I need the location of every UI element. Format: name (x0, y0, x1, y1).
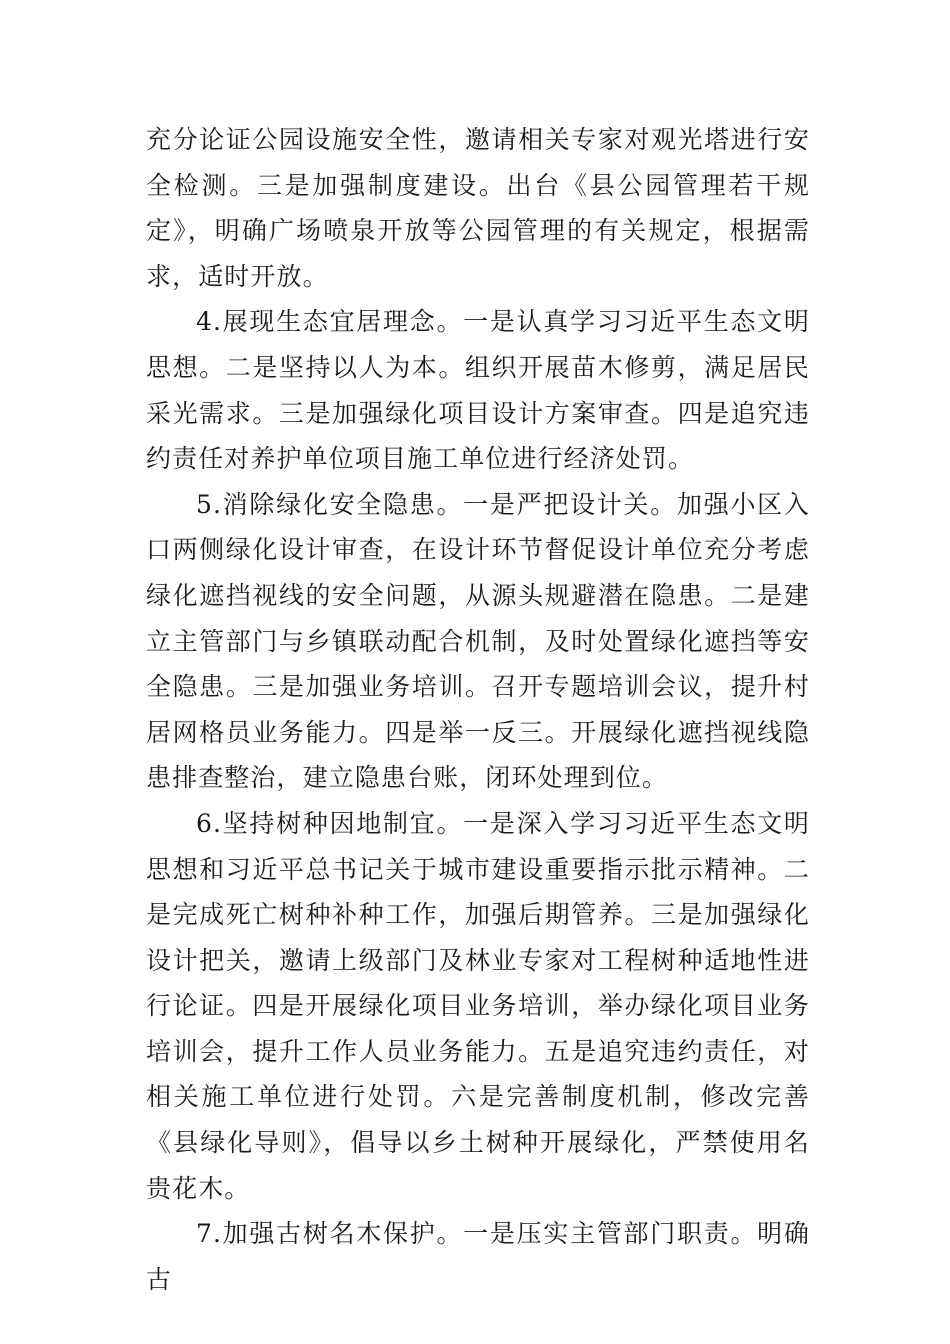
paragraph-continuation: 充分论证公园设施安全性，邀请相关专家对观光塔进行安全检测。三是加强制度建设。出台《县公园管理若干规定》，明确广场喷泉开放等公园管理的有关规定，根据需求，适时开放。 (146, 125, 810, 291)
paragraph-item-4: 4.展现生态宜居理念。一是认真学习习近平生态文明思想。二是坚持以人为本。组织开展苗木修剪，满足居民采光需求。三是加强绿化项目设计方案审查。四是追究违约责任对养护单位项目施工单位进行经济处罚。 (146, 307, 810, 474)
paragraph-item-5: 5.消除绿化安全隐患。一是严把设计关。加强小区入口两侧绿化设计审查，在设计环节督促设计单位充分考虑绿化遮挡视线的安全问题，从源头规避潜在隐患。二是建立主管部门与乡镇联动配合机制，及时处置绿化遮挡等安全隐患。三是加强业务培训。召开专题培训会议，提升村居网格员业务能力。四是举一反三。开展绿化遮挡视线隐患排查整治，建立隐患台账，闭环处理到位。 (146, 489, 810, 793)
paragraph-item-7: 7.加强古树名木保护。一是压实主管部门职责。明确古 (146, 1219, 810, 1294)
paragraph-item-6: 6.坚持树种因地制宜。一是深入学习习近平生态文明思想和习近平总书记关于城市建设重要指示批示精神。二是完成死亡树种补种工作，加强后期管养。三是加强绿化设计把关，邀请上级部门及林业专家对工程树种适地性进行论证。四是开展绿化项目业务培训，举办绿化项目业务培训会，提升工作人员业务能力。五是追究违约责任，对相关施工单位进行处罚。六是完善制度机制，修改完善《县绿化导则》，倡导以乡土树种开展绿化，严禁使用名贵花木。 (146, 808, 810, 1203)
document-body (146, 117, 810, 1302)
